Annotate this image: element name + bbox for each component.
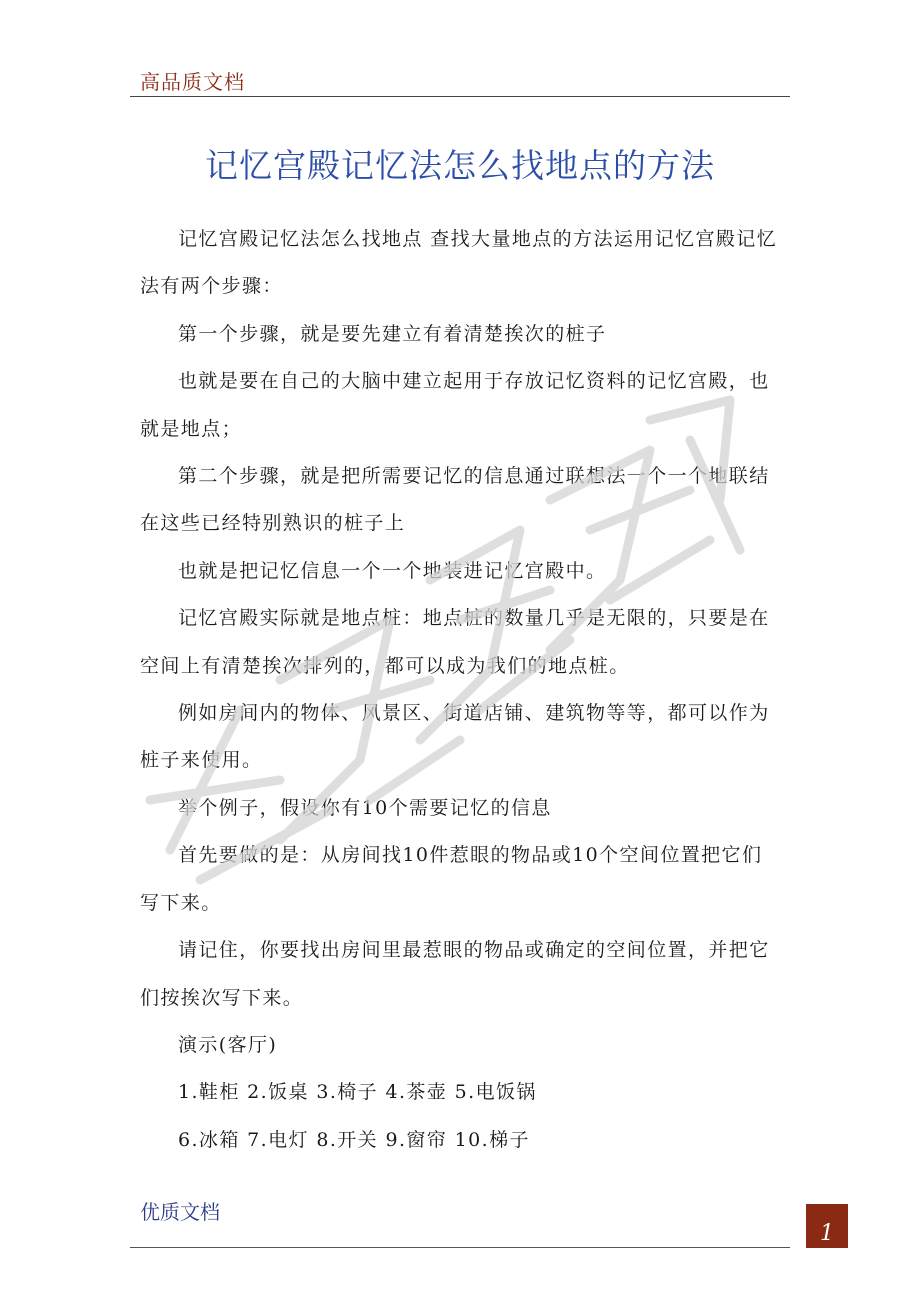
paragraph: 请记住，你要找出房间里最惹眼的物品或确定的空间位置，并把它们按挨次写下来。 bbox=[140, 939, 770, 1009]
document-body bbox=[140, 216, 780, 1164]
header-divider bbox=[130, 96, 790, 97]
footer-divider bbox=[130, 1247, 790, 1248]
footer-label: 优质文档 bbox=[140, 1200, 220, 1224]
paragraph: 例如房间内的物体、风景区、街道店铺、建筑物等等，都可以作为桩子来使用。 bbox=[140, 702, 770, 772]
list-line: 6.冰箱 7.电灯 8.开关 9.窗帘 10.梯子 bbox=[178, 1128, 530, 1151]
paragraph: 第一个步骤，就是要先建立有着清楚挨次的桩子 bbox=[178, 322, 607, 345]
paragraph: 记忆宫殿记忆法怎么找地点 查找大量地点的方法运用记忆宫殿记忆法有两个步骤： bbox=[140, 228, 778, 298]
page-number: 1 bbox=[820, 1221, 834, 1246]
paragraph: 记忆宫殿实际就是地点桩：地点桩的数量几乎是无限的，只要是在空间上有清楚挨次排列的，都可以成为我们的地点桩。 bbox=[140, 607, 770, 677]
page-number-badge bbox=[806, 1204, 848, 1248]
paragraph: 演示(客厅) bbox=[178, 1033, 278, 1056]
header-label: 高品质文档 bbox=[140, 70, 245, 94]
paragraph: 第二个步骤，就是把所需要记忆的信息通过联想法一个一个地联结在这些已经特别熟识的桩子上 bbox=[140, 465, 770, 535]
list-line: 1.鞋柜 2.饭桌 3.椅子 4.茶壶 5.电饭锅 bbox=[178, 1081, 537, 1104]
paragraph: 举个例子，假设你有10个需要记忆的信息 bbox=[178, 796, 552, 819]
paragraph: 首先要做的是：从房间找10件惹眼的物品或10个空间位置把它们写下来。 bbox=[140, 844, 763, 914]
page-title: 记忆宫殿记忆法怎么找地点的方法 bbox=[205, 146, 715, 185]
paragraph: 也就是把记忆信息一个一个地装进记忆宫殿中。 bbox=[178, 559, 607, 582]
paragraph: 也就是要在自己的大脑中建立起用于存放记忆资料的记忆宫殿，也就是地点； bbox=[140, 370, 770, 440]
